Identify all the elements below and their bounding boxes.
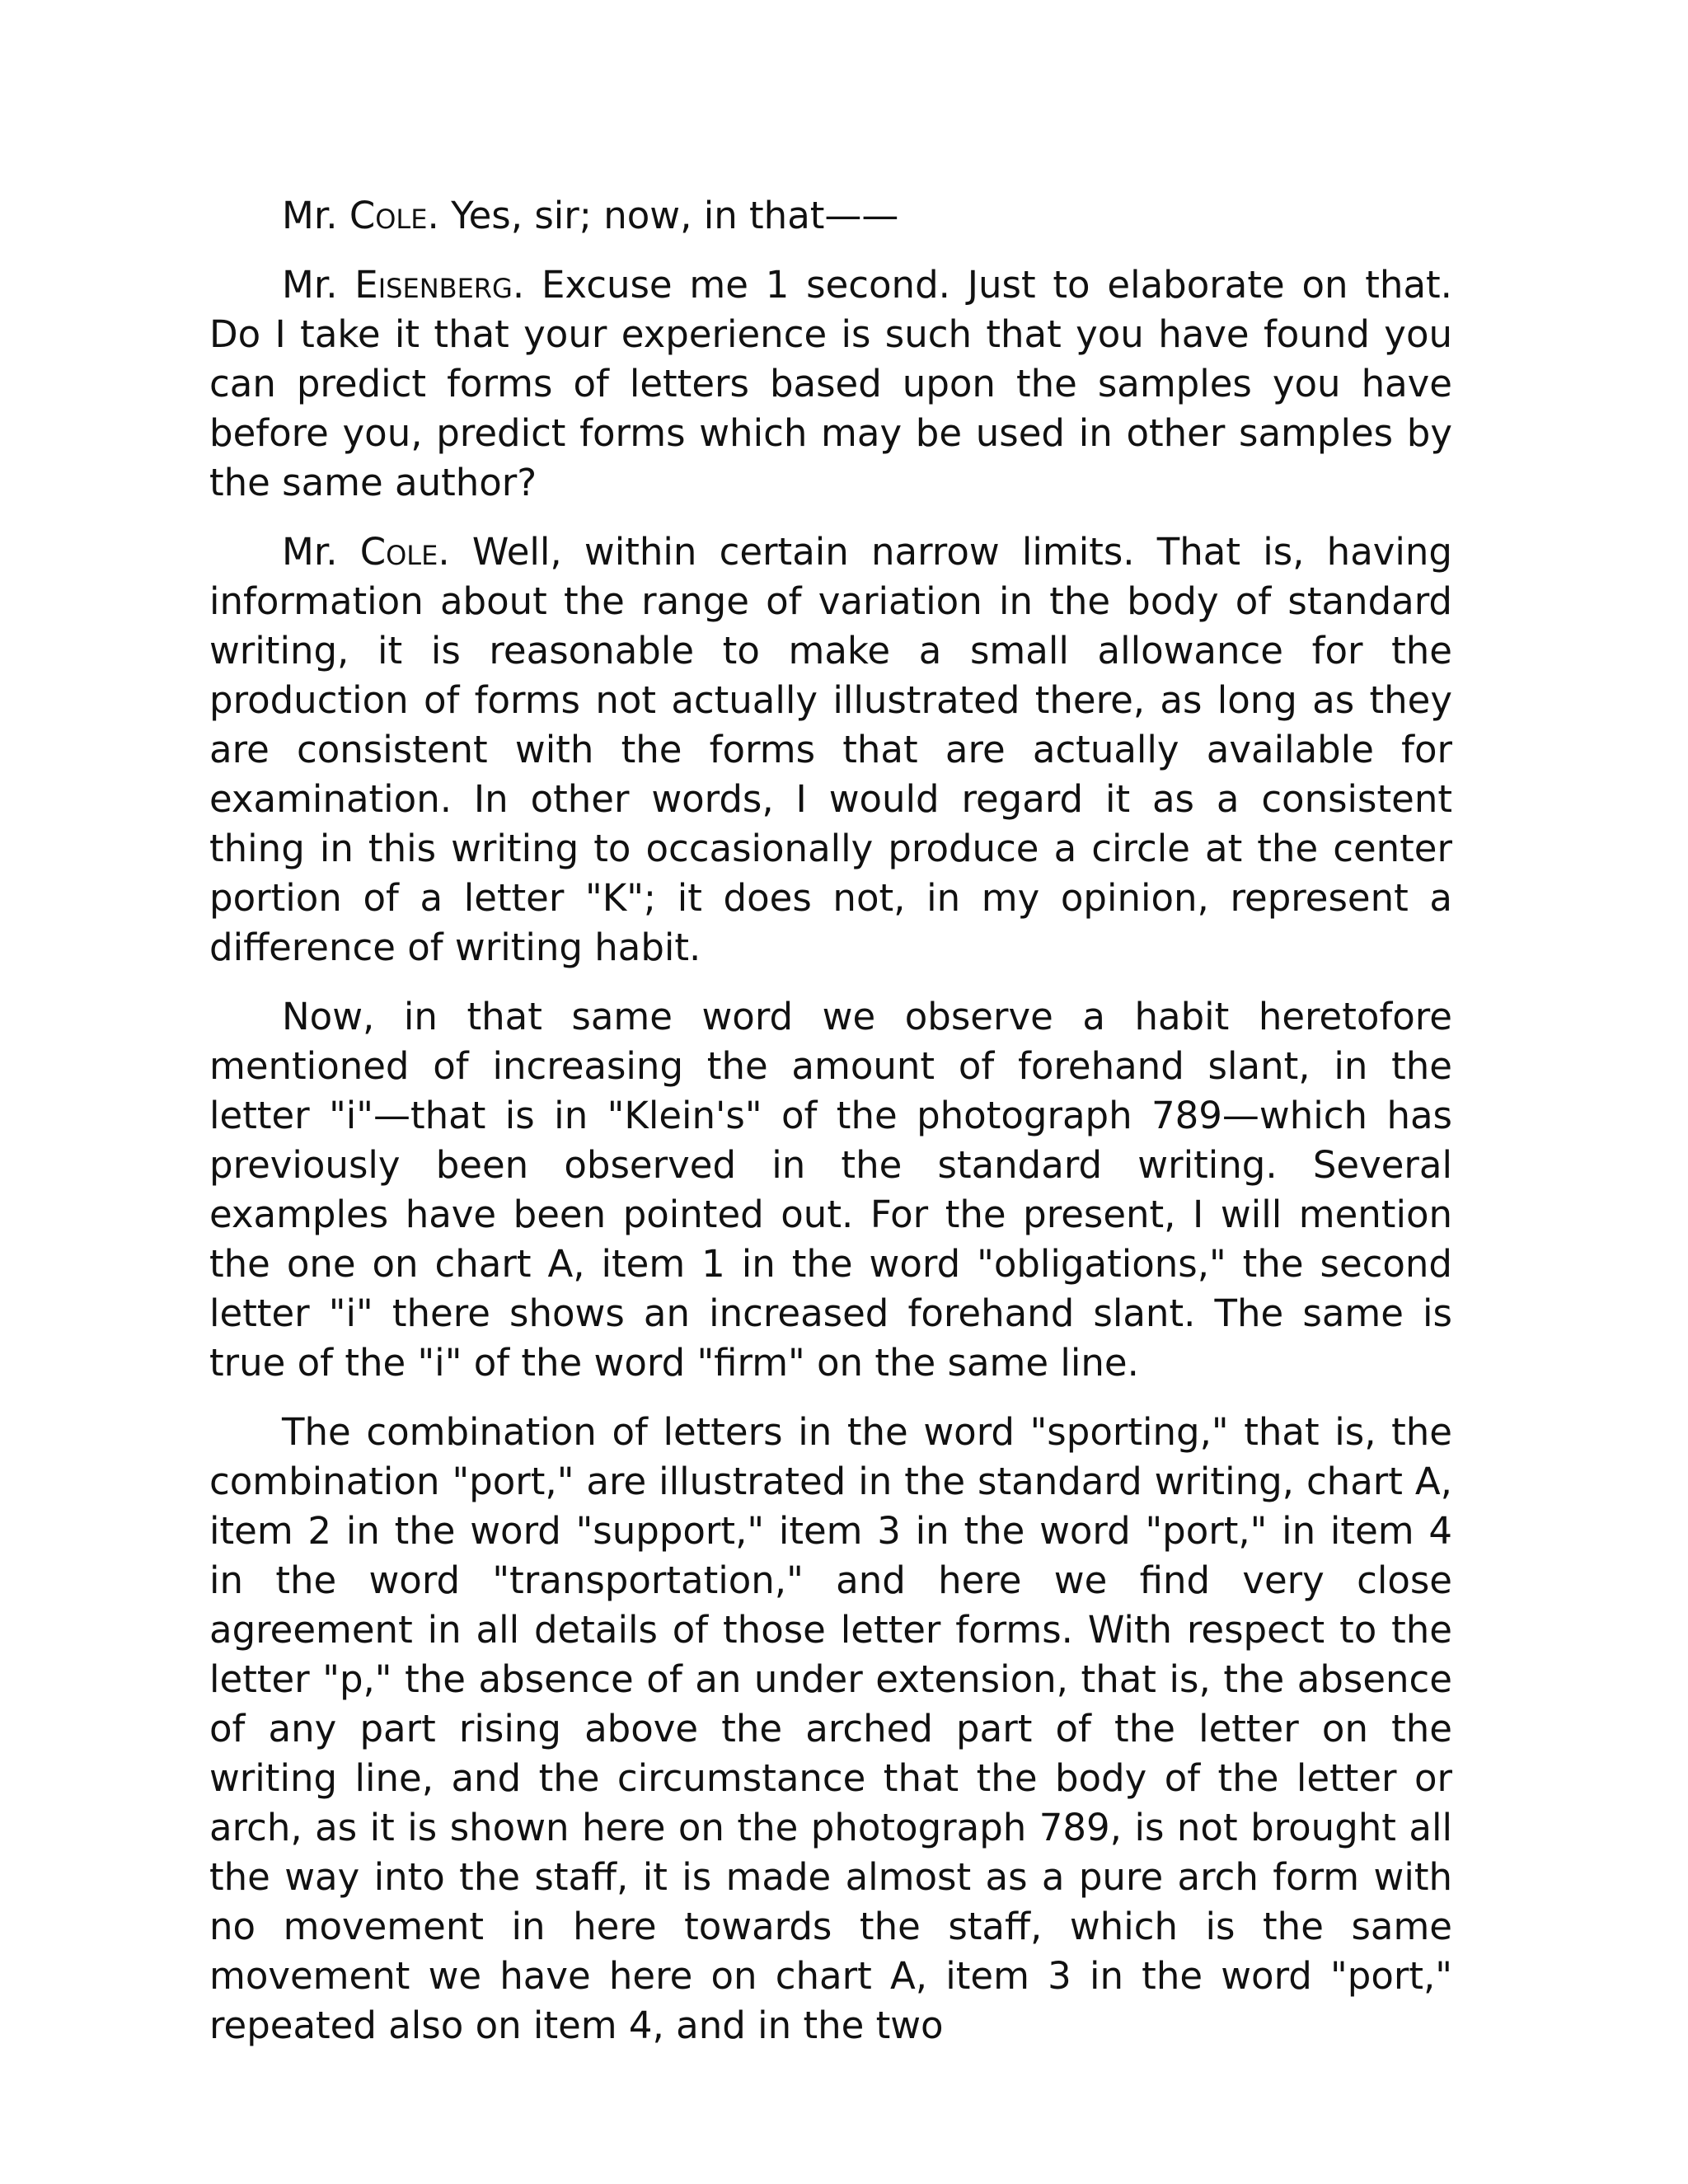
speaker-name: Cole <box>349 194 428 237</box>
speaker-prefix: Mr. <box>282 530 360 574</box>
paragraph-text: Well, within certain narrow limits. That is, having information about the range of variation in the body of standard writing, it is reasonable to make a small allowance for the production of forms not actually illustrated there, as long as they are consistent with the forms that are actually available for examination. In other words, I would regard it as a consistent thing in this writing to occasionally produce a circle at the center portion of a letter "K"; it does not, in my opinion, represent a difference of writing habit. <box>209 530 1452 969</box>
speaker-suffix: . <box>438 530 450 574</box>
testimony-paragraph-eisenberg <box>209 260 1452 508</box>
testimony-paragraph-cole-2 <box>209 527 1452 972</box>
speaker-label <box>282 530 450 574</box>
paragraph-text: Now, in that same word we observe a habit heretofore mentioned of increasing the amount of forehand slant, in the letter "i"—that is in "Klein's" of the photograph 789—which has previously been observed in the standard writing. Several examples have been pointed out. For the present, I will mention the one on chart A, item 1 in the word "obligations," the second letter "i" there shows an increased forehand slant. The same is true of the "i" of the word "firm" on the same line. <box>209 995 1452 1385</box>
speaker-name: Eisenberg <box>354 263 513 307</box>
paragraph-text: Excuse me 1 second. Just to elaborate on that. Do I take it that your experience is such that you have found you can predict forms of letters based upon the samples you have before you, predict forms which may be used in other samples by the same author? <box>209 263 1452 504</box>
testimony-paragraph-continuation-1 <box>209 992 1452 1388</box>
speaker-label <box>282 263 524 307</box>
document-page <box>209 191 1452 2070</box>
testimony-paragraph-cole-1 <box>209 191 1452 241</box>
paragraph-text: The combination of letters in the word "sporting," that is, the combination "port," are illustrated in the standard writing, chart A, item 2 in the word "support," item 3 in the word "port," in item 4 in the word "transportation," and here we find very close agreement in all details of those letter forms. With respect to the letter "p," the absence of an under extension, that is, the absence of any part rising above the arched part of the letter on the writing line, and the circumstance that the body of the letter or arch, as it is shown here on the photograph 789, is not brought all the way into the staff, it is made almost as a pure arch form with no movement in here towards the staff, which is the same movement we have here on chart A, item 3 in the word "port," repeated also on item 4, and in the two <box>209 1410 1452 2047</box>
speaker-prefix: Mr. <box>282 263 355 307</box>
testimony-paragraph-continuation-2 <box>209 1408 1452 2050</box>
paragraph-text: Yes, sir; now, in that—— <box>438 194 899 237</box>
speaker-suffix: . <box>512 263 525 307</box>
speaker-label <box>282 194 439 237</box>
speaker-suffix: . <box>427 194 439 237</box>
speaker-prefix: Mr. <box>282 194 349 237</box>
speaker-name: Cole <box>359 530 438 574</box>
